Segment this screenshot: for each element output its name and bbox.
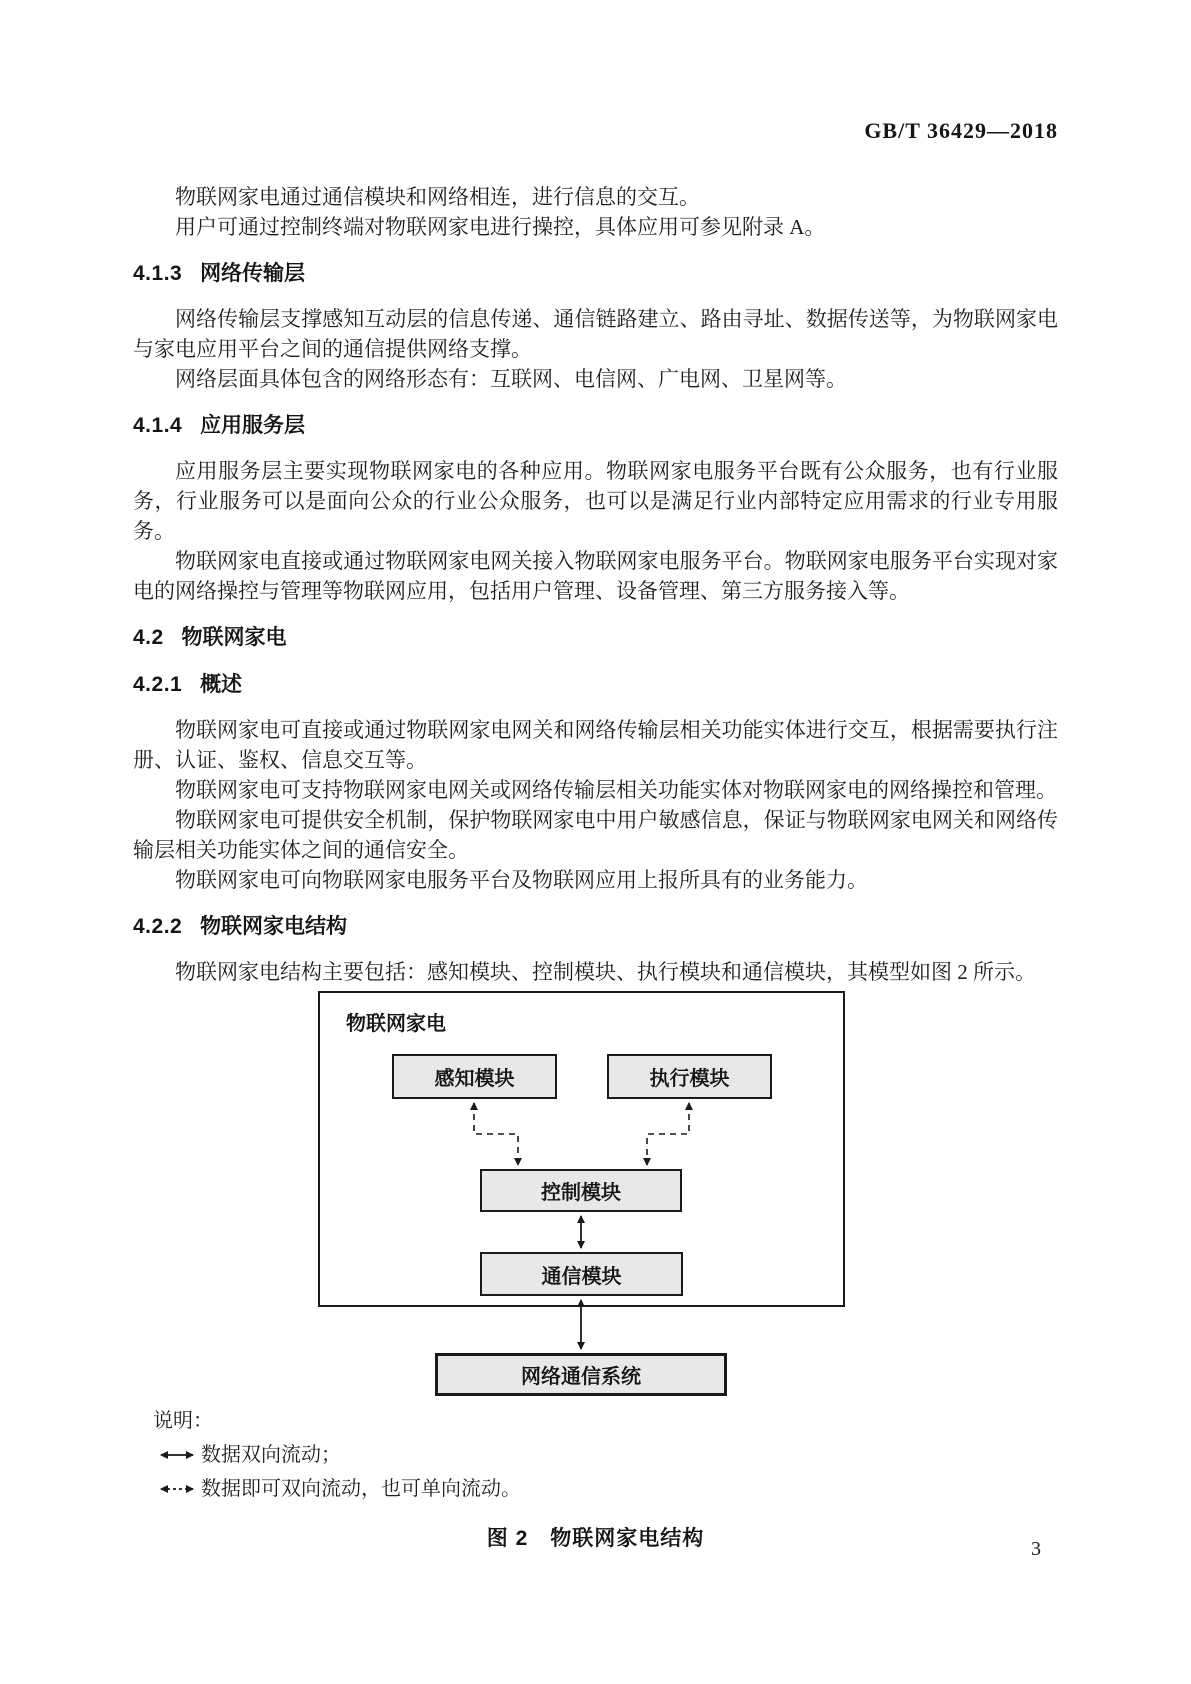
heading-number: 4.2.2 [133, 915, 183, 938]
paragraph-414-1: 应用服务层主要实现物联网家电的各种应用。物联网家电服务平台既有公众服务，也有行业服务，行业服务可以是面向公众的行业公众服务，也可以是满足行业内部特定应用需求的行业专用服务。 [133, 459, 1058, 543]
legend-solid-text: 数据双向流动； [201, 1444, 341, 1466]
dashed-double-arrow-icon [153, 1483, 201, 1495]
network-communication-system-box: 网络通信系统 [435, 1353, 727, 1396]
paragraph-413-2: 网络层面具体包含的网络形态有：互联网、电信网、广电网、卫星网等。 [175, 367, 847, 391]
heading-4-1-3 [133, 259, 1058, 289]
execution-module-box: 执行模块 [607, 1054, 772, 1099]
heading-title: 物联网家电 [181, 626, 287, 649]
heading-number: 4.1.4 [133, 414, 183, 437]
heading-4-2 [133, 623, 1058, 653]
heading-4-1-4 [133, 411, 1058, 441]
communication-module-box: 通信模块 [480, 1252, 683, 1296]
heading-title: 概述 [200, 673, 243, 696]
iot-appliance-label: 物联网家电 [346, 1013, 446, 1035]
paragraph-421-1: 物联网家电可直接或通过物联网家电网关和网络传输层相关功能实体进行交互，根据需要执行注册、认证、鉴权、信息交互等。 [133, 718, 1058, 772]
paragraph-421-4: 物联网家电可向物联网家电服务平台及物联网应用上报所具有的业务能力。 [175, 868, 868, 892]
heading-number: 4.2 [133, 626, 164, 649]
figure-2-diagram [318, 991, 845, 1396]
paragraph-intro-1: 物联网家电通过通信模块和网络相连，进行信息的交互。 [175, 185, 700, 209]
sensing-module-box: 感知模块 [392, 1054, 557, 1099]
paragraph-422-1: 物联网家电结构主要包括：感知模块、控制模块、执行模块和通信模块，其模型如图 2 所示。 [175, 960, 1036, 984]
paragraph-414-2: 物联网家电直接或通过物联网家电网关接入物联网家电服务平台。物联网家电服务平台实现对家电的网络操控与管理等物联网应用，包括用户管理、设备管理、第三方服务接入等。 [133, 549, 1058, 603]
heading-4-2-2 [133, 912, 1058, 942]
figure-caption: 图 2 物联网家电结构 [486, 1527, 705, 1550]
page-number: 3 [1031, 1538, 1041, 1560]
heading-number: 4.1.3 [133, 262, 183, 285]
paragraph-421-2: 物联网家电可支持物联网家电网关或网络传输层相关功能实体对物联网家电的网络操控和管理。 [175, 778, 1057, 802]
legend-title: 说明： [153, 1410, 213, 1432]
legend-row-solid [153, 1442, 1058, 1468]
doc-number: GB/T 36429—2018 [864, 118, 1058, 143]
figure-legend [153, 1408, 1058, 1502]
heading-title: 网络传输层 [200, 262, 306, 285]
paragraph-413-1: 网络传输层支撑感知互动层的信息传递、通信链路建立、路由寻址、数据传送等，为物联网家电与家电应用平台之间的通信提供网络支撑。 [133, 307, 1058, 361]
heading-number: 4.2.1 [133, 673, 183, 696]
solid-double-arrow-icon [153, 1449, 201, 1461]
legend-dashed-text: 数据即可双向流动，也可单向流动。 [201, 1478, 521, 1500]
legend-row-dashed [153, 1476, 1058, 1502]
heading-title: 应用服务层 [200, 414, 306, 437]
paragraph-421-3: 物联网家电可提供安全机制，保护物联网家电中用户敏感信息，保证与物联网家电网关和网络传输层相关功能实体之间的通信安全。 [133, 808, 1058, 862]
control-module-box: 控制模块 [480, 1169, 682, 1212]
paragraph-intro-2: 用户可通过控制终端对物联网家电进行操控，具体应用可参见附录 A。 [175, 215, 826, 239]
heading-4-2-1 [133, 670, 1058, 700]
heading-title: 物联网家电结构 [200, 915, 348, 938]
